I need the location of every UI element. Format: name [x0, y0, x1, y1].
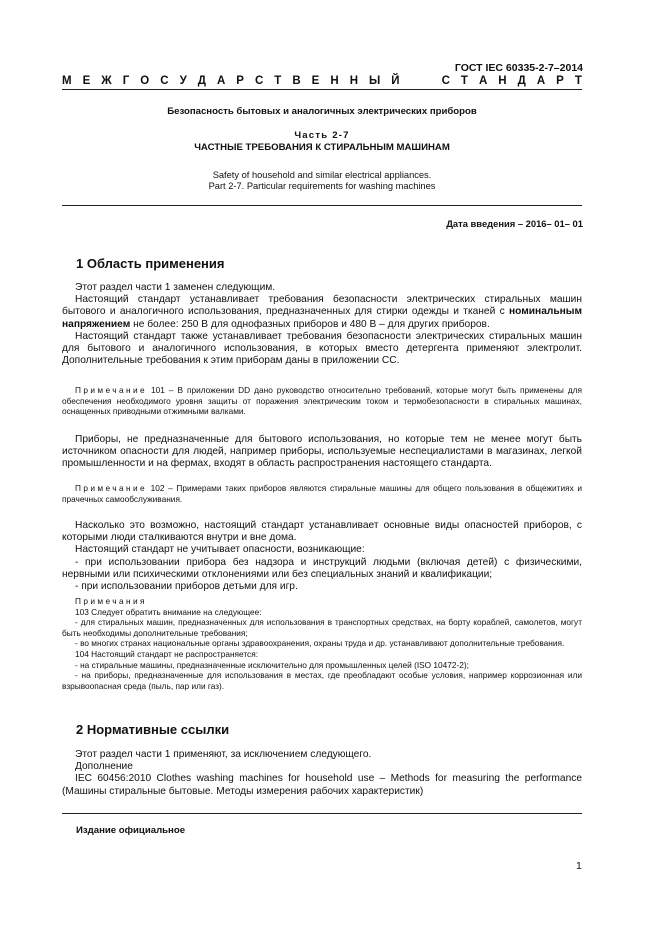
banner-letter: Ы	[369, 75, 381, 87]
banner-letter: У	[179, 75, 187, 87]
paragraph: Этот раздел части 1 применяют, за исключением следующего.	[75, 749, 372, 760]
banner-letter: Й	[391, 75, 400, 87]
note-label: Примечание	[75, 483, 148, 493]
banner-letter: Н	[498, 75, 507, 87]
banner-letter: Ж	[101, 75, 112, 87]
section-1-heading: 1 Область применения	[76, 256, 225, 271]
banner-gap	[411, 75, 431, 87]
banner-letter: О	[140, 75, 150, 87]
section-2-body	[62, 749, 582, 798]
paragraph: Дополнение	[75, 761, 133, 773]
page-number: 1	[576, 860, 582, 872]
banner-letter: А	[216, 75, 226, 87]
banner-letter: А	[478, 75, 488, 87]
paragraph: Этот раздел части 1 заменен следующим.	[75, 282, 276, 293]
banner-letter: М	[62, 75, 72, 87]
note-102: Примечание 102 – Примерами таких приборов являются стиральные машины для общего пользования в общежитиях и прачечных самообслуживания.	[62, 483, 582, 504]
note-item: 104 Настоящий стандарт не распространяется:	[75, 648, 259, 659]
paragraph: Настоящий стандарт не учитывает опасности, возникающие:	[75, 544, 365, 556]
banner-letter: Т	[574, 75, 582, 87]
paragraph: Настоящий стандарт устанавливает требования безопасности электрических стиральных машин бытового и аналогичного использования, предназначенных для стирки одежды и тканей с номинальным напряжением не более: 250 В для однофазных приборов и 480 В – для других приборов.	[62, 294, 582, 330]
footer-rule	[62, 813, 582, 814]
note-item: - во многих странах национальные органы здравоохранения, охраны труда и др. устанавливают дополнительные требования.	[75, 638, 565, 649]
banner-letter: Г	[122, 75, 130, 87]
note-item: - для стиральных машин, предназначенных для использования в транспортных средствах, на борту кораблей, самолетов, могут быть необходимы дополнительные требования;	[62, 617, 582, 638]
banner-letter: Е	[82, 75, 91, 87]
edition-label: Издание официальное	[76, 825, 186, 836]
part-label: Часть 2-7	[294, 130, 350, 141]
paragraph: IEC 60456:2010 Clothes washing machines for household use – Methods for measuring the performance (Машины стиральные бытовые. Методы измерения рабочих характеристик)	[62, 773, 582, 797]
part-title: ЧАСТНЫЕ ТРЕБОВАНИЯ К СТИРАЛЬНЫМ МАШИНАМ	[194, 142, 450, 153]
banner-letter: Е	[311, 75, 320, 87]
note-item: - на приборы, предназначенные для использования в местах, где преобладают особые условия, например коррозионная или взрывоопасная среда (пыль, пар или газ).	[62, 670, 582, 691]
banner-letter: Д	[517, 75, 526, 87]
gost-code: ГОСТ IEC 60335-2-7–2014	[454, 62, 583, 74]
standard-banner	[62, 75, 582, 87]
note-item: - на стиральные машины, предназначенные исключительно для промышленных целей (ISO 10472-2);	[75, 659, 469, 670]
paragraph: Настоящий стандарт также устанавливает требования безопасности электрических стиральных машин для бытового и аналогичного использования, в которых вместо детергента применяют электролит. Дополнительные требования к этим приборам даны в приложении СС.	[62, 330, 582, 367]
paragraph: Приборы, не предназначенные для бытового использования, но которые тем не менее могут быть источником опасности для людей, например приборы, используемые неспециалистами в магазинах, легкой промышленности и на фермах, входят в область распространения настоящего стандарта.	[62, 434, 582, 470]
section-1-block-b	[62, 434, 582, 471]
term-bold: номинальным напряжением	[62, 306, 582, 330]
banner-letter: Р	[236, 75, 244, 87]
notes-103-104	[62, 596, 582, 691]
banner-letter: С	[254, 75, 264, 87]
section-2-heading: 2 Нормативные ссылки	[76, 722, 230, 737]
banner-letter: В	[292, 75, 301, 87]
list-item: - при использовании приборов детьми для игр.	[75, 581, 298, 593]
notes-label: Примечания	[75, 596, 147, 606]
note-label: Примечание	[75, 385, 148, 395]
banner-letter: Д	[197, 75, 206, 87]
note-item: 103 Следует обратить внимание на следующее:	[75, 606, 262, 617]
banner-letter: Т	[274, 75, 282, 87]
banner-letter: А	[536, 75, 546, 87]
banner-letter: С	[160, 75, 169, 87]
section-1-block-c	[62, 520, 582, 593]
date-of-introduction: Дата введения – 2016– 01– 01	[446, 218, 583, 229]
english-title-1: Safety of household and similar electrical appliances.	[212, 170, 432, 180]
title-rule	[62, 205, 582, 206]
banner-letter: С	[441, 75, 450, 87]
banner-letter: Н	[330, 75, 339, 87]
header-rule	[62, 89, 582, 90]
english-title-2: Part 2-7. Particular requirements for washing machines	[208, 181, 436, 191]
banner-letter: Т	[460, 75, 468, 87]
list-item: - при использовании прибора без надзора и инструкций людьми (включая детей) с физическими, нервными или психическими отклонениями или без специальных знаний и квалификации;	[62, 556, 582, 580]
banner-letter: Р	[556, 75, 564, 87]
section-1-block-a	[62, 282, 582, 367]
paragraph: Насколько это возможно, настоящий стандарт устанавливает основные виды опасностей приборов, с которыми люди сталкиваются внутри и вне дома.	[62, 520, 582, 544]
banner-letter: Н	[349, 75, 358, 87]
note-101: Примечание 101 – В приложении DD дано руководство относительно требований, которые могут быть применены для обеспечения необходимого уровня защиты от поражения электрическим током и термобезопасности в стиральных машинах, оснащенных приводными отжимными валками.	[62, 385, 582, 417]
document-title: Безопасность бытовых и аналогичных электрических приборов	[167, 106, 477, 117]
